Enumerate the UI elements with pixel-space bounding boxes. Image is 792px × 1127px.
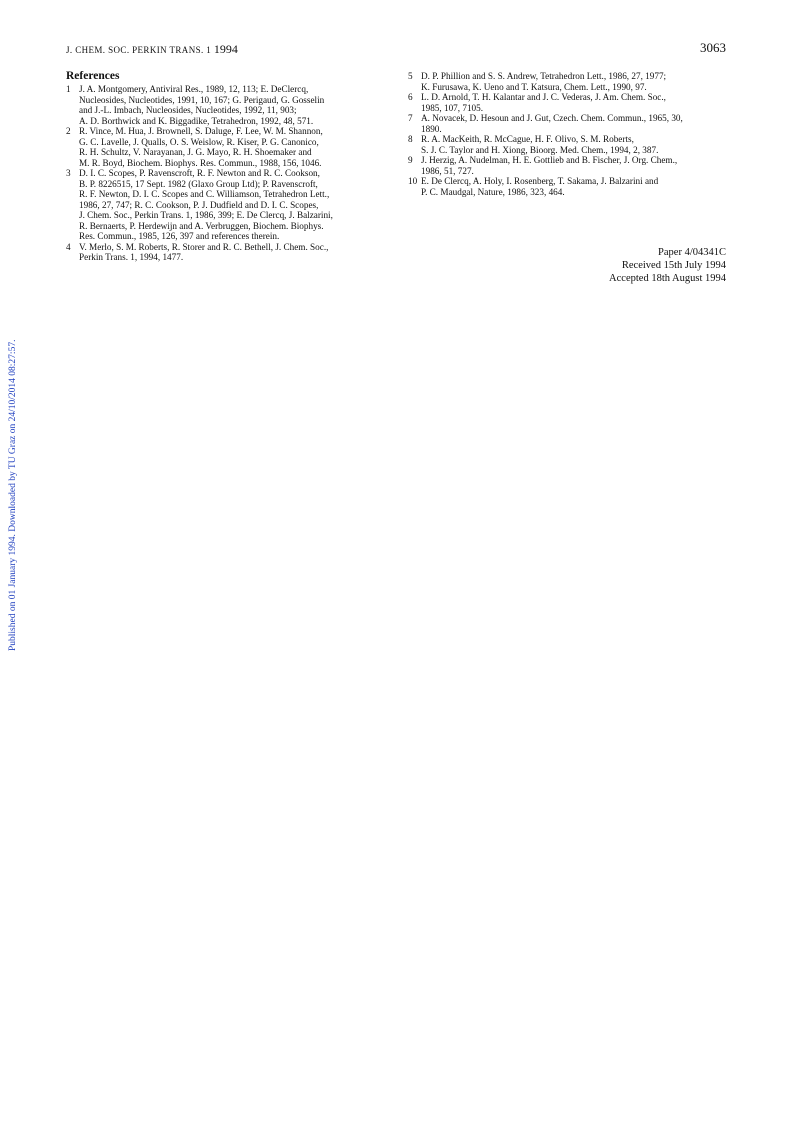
reference-line: B. P. 8226515, 17 Sept. 1982 (Glaxo Group Ltd); P. Ravenscroft, bbox=[79, 178, 318, 189]
reference-item bbox=[66, 84, 384, 126]
reference-line: Perkin Trans. 1, 1994, 1477. bbox=[79, 252, 184, 262]
reference-line: 1986, 51, 727. bbox=[421, 165, 474, 176]
reference-line: R. H. Schultz, V. Narayanan, J. G. Mayo, R. H. Shoemaker and bbox=[79, 147, 312, 157]
reference-text bbox=[79, 168, 384, 242]
reference-number: 8 bbox=[408, 134, 413, 144]
reference-line: D. I. C. Scopes, P. Ravenscroft, R. F. Newton and R. C. Cookson, bbox=[79, 168, 320, 178]
reference-line: K. Furusawa, K. Ueno and T. Katsura, Chem. Lett., 1990, 97. bbox=[421, 81, 647, 92]
reference-line: A. D. Borthwick and K. Biggadike, Tetrahedron, 1992, 48, 571. bbox=[79, 115, 314, 126]
reference-line: R. A. MacKeith, R. McCague, H. F. Olivo, S. M. Roberts, bbox=[421, 134, 634, 144]
reference-line: R. Bernaerts, P. Herdewijn and A. Verbruggen, Biochem. Biophys. bbox=[79, 220, 324, 231]
reference-line: L. D. Arnold, T. H. Kalantar and J. C. Vederas, J. Am. Chem. Soc., bbox=[421, 92, 666, 102]
reference-line: A. Novacek, D. Hesoun and J. Gut, Czech. Chem. Commun., 1965, 30, bbox=[421, 113, 683, 123]
reference-list-left bbox=[66, 84, 384, 263]
reference-line: V. Merlo, S. M. Roberts, R. Storer and R. C. Bethell, J. Chem. Soc., bbox=[79, 241, 329, 252]
reference-item bbox=[66, 168, 384, 242]
reference-line: R. Vince, M. Hua, J. Brownell, S. Daluge, F. Lee, W. M. Shannon, bbox=[79, 126, 323, 136]
reference-text bbox=[421, 113, 726, 134]
reference-line: G. C. Lavelle, J. Qualls, O. S. Weislow, R. Kiser, P. G. Canonico, bbox=[79, 136, 319, 147]
journal-year: 1994 bbox=[213, 42, 238, 56]
reference-text bbox=[79, 84, 384, 126]
paper-info bbox=[609, 246, 726, 285]
paper-id: Paper 4/04341C bbox=[658, 247, 726, 258]
reference-line: and J.-L. Imbach, Nucleosides, Nucleotides, 1992, 11, 903; bbox=[79, 105, 297, 115]
references-left-column bbox=[66, 70, 384, 263]
reference-number: 10 bbox=[408, 176, 418, 186]
reference-line: 1985, 107, 7105. bbox=[421, 102, 484, 113]
reference-text bbox=[421, 176, 726, 197]
reference-line: Res. Commun., 1985, 126, 397 and references therein. bbox=[79, 231, 280, 241]
reference-text bbox=[421, 155, 726, 176]
reference-line: D. P. Phillion and S. S. Andrew, Tetrahedron Lett., 1986, 27, 1977; bbox=[421, 71, 667, 81]
references-heading: References bbox=[66, 70, 120, 82]
reference-item bbox=[66, 242, 384, 263]
reference-item bbox=[408, 134, 726, 155]
reference-list-right bbox=[408, 71, 726, 197]
references-right-column bbox=[408, 71, 726, 197]
reference-number: 5 bbox=[408, 71, 413, 81]
reference-number: 4 bbox=[66, 241, 71, 252]
reference-text bbox=[421, 134, 726, 155]
reference-number: 7 bbox=[408, 113, 413, 123]
reference-line: J. A. Montgomery, Antiviral Res., 1989, 12, 113; E. DeClercq, bbox=[79, 84, 309, 94]
reference-item bbox=[408, 176, 726, 197]
received-date: Received 15th July 1994 bbox=[621, 260, 726, 271]
reference-line: 1986, 27, 747; R. C. Cookson, P. J. Dudfield and D. I. C. Scopes, bbox=[79, 199, 319, 210]
reference-number: 2 bbox=[66, 126, 71, 136]
reference-line: E. De Clercq, A. Holy, I. Rosenberg, T. Sakama, J. Balzarini and bbox=[421, 176, 659, 186]
journal-running-head bbox=[66, 43, 238, 56]
reference-item bbox=[408, 113, 726, 134]
reference-line: P. C. Maudgal, Nature, 1986, 323, 464. bbox=[421, 186, 565, 197]
reference-item bbox=[66, 126, 384, 168]
reference-number: 6 bbox=[408, 92, 413, 102]
publication-download-note[interactable]: Published on 01 January 1994. Downloaded by TU Graz on 24/10/2014 08:27:57. bbox=[8, 339, 18, 651]
reference-item bbox=[408, 71, 726, 92]
reference-number: 3 bbox=[66, 168, 71, 178]
reference-number: 9 bbox=[408, 155, 413, 165]
reference-line: R. F. Newton, D. I. C. Scopes and C. Williamson, Tetrahedron Lett., bbox=[79, 189, 330, 199]
reference-line: J. Chem. Soc., Perkin Trans. 1, 1986, 399; E. De Clercq, J. Balzarini, bbox=[79, 210, 333, 220]
reference-line: M. R. Boyd, Biochem. Biophys. Res. Commun., 1988, 156, 1046. bbox=[79, 157, 322, 168]
reference-line: Nucleosides, Nucleotides, 1991, 10, 167; G. Perigaud, G. Gosselin bbox=[79, 94, 325, 105]
reference-item bbox=[408, 92, 726, 113]
reference-line: J. Herzig, A. Nudelman, H. E. Gottlieb and B. Fischer, J. Org. Chem., bbox=[421, 155, 678, 165]
reference-item bbox=[408, 155, 726, 176]
reference-text bbox=[79, 126, 384, 168]
reference-text bbox=[421, 71, 726, 92]
reference-line: S. J. C. Taylor and H. Xiong, Bioorg. Med. Chem., 1994, 2, 387. bbox=[421, 144, 659, 155]
reference-text bbox=[79, 242, 384, 263]
reference-number: 1 bbox=[66, 84, 71, 94]
page-number: 3063 bbox=[700, 40, 726, 55]
reference-text bbox=[421, 92, 726, 113]
reference-line: 1890. bbox=[421, 123, 442, 134]
accepted-date: Accepted 18th August 1994 bbox=[609, 273, 726, 284]
journal-name: J. CHEM. SOC. PERKIN TRANS. 1 bbox=[66, 45, 212, 55]
